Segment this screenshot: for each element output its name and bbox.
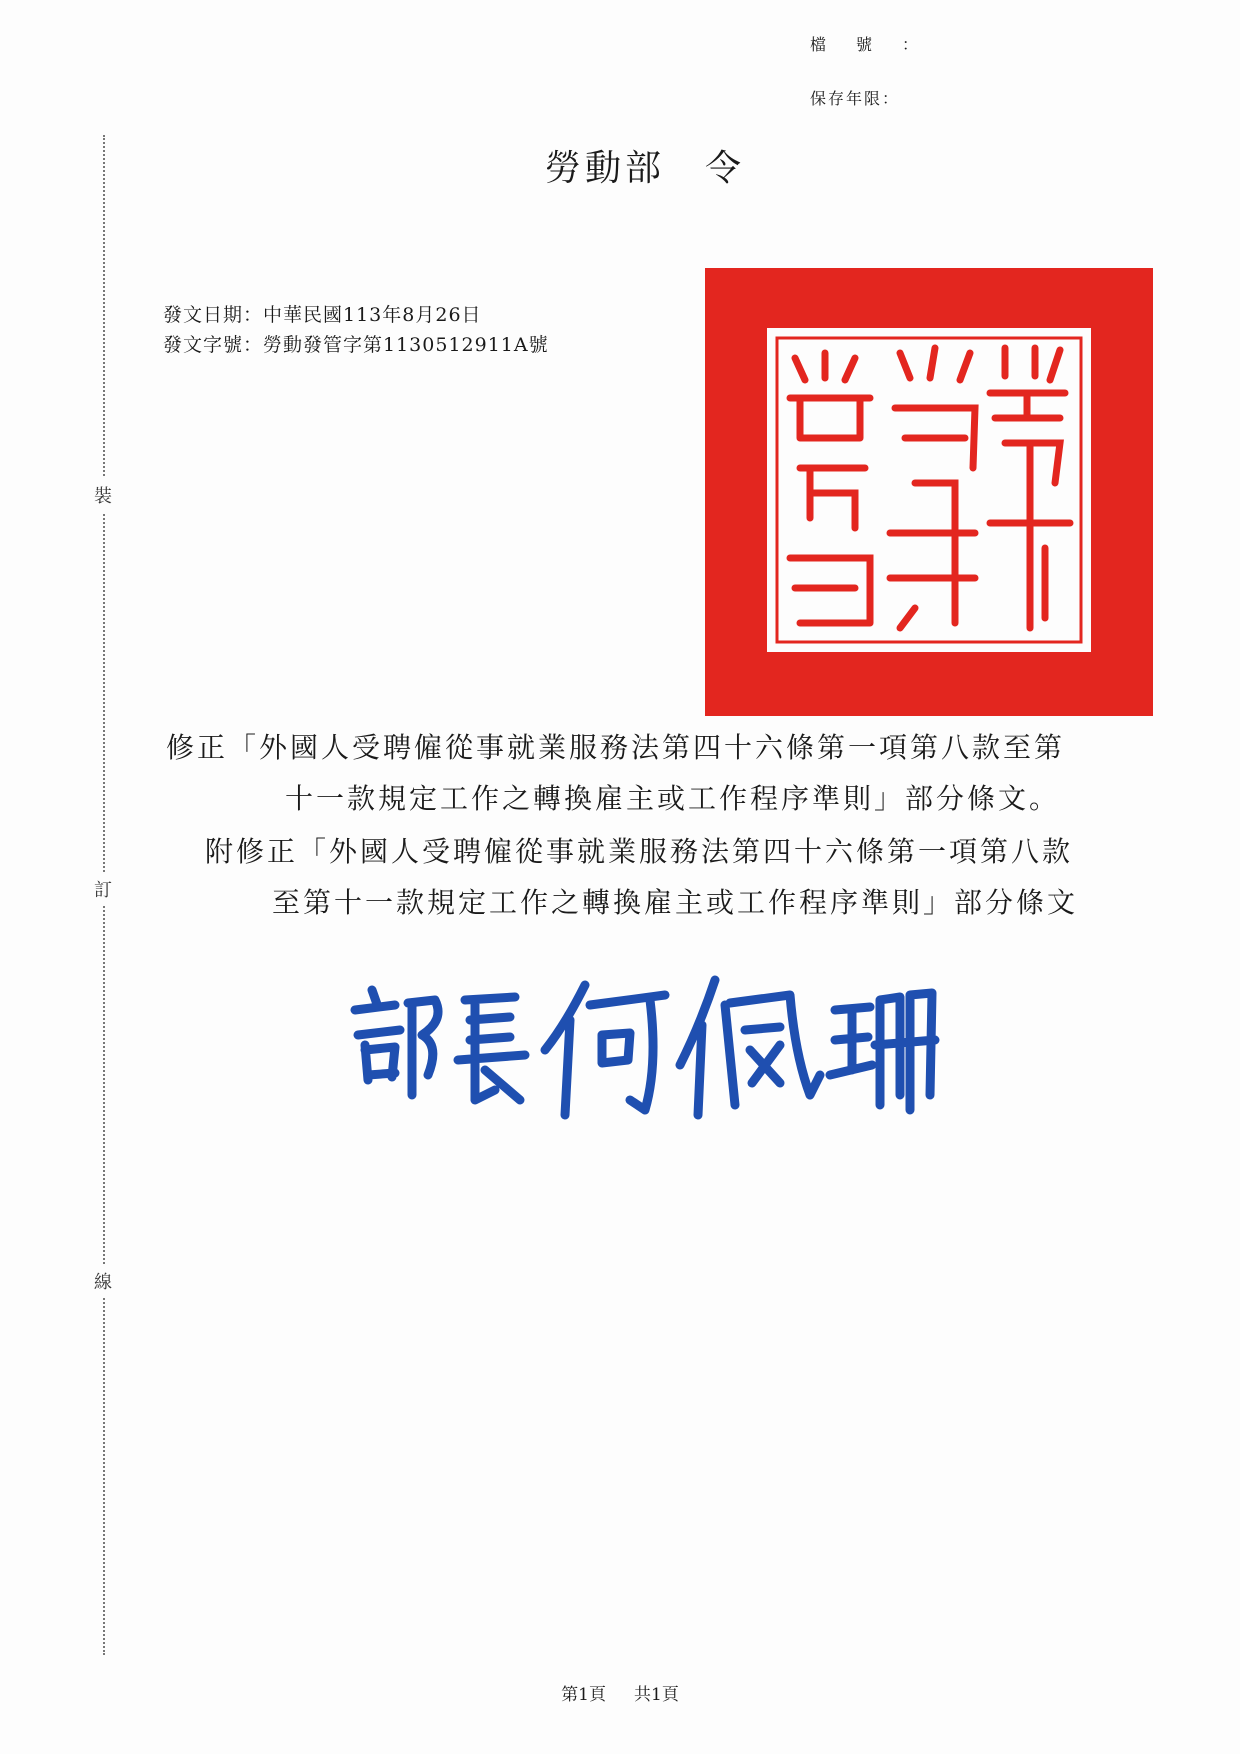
official-seal-stamp	[705, 268, 1153, 716]
body-text-line-2: 十一款規定工作之轉換雇主或工作程序準則」部分條文。	[285, 782, 1061, 815]
body-text-line-3: 附修正「外國人受聘僱從事就業服務法第四十六條第一項第八款	[205, 835, 1074, 868]
issue-date: 發文日期：中華民國113年8月26日	[163, 304, 482, 326]
title-org: 勞動部	[545, 148, 666, 189]
binding-mark-xian: 線	[94, 1264, 112, 1298]
body-text-line-4: 至第十一款規定工作之轉換雇主或工作程序準則」部分條文	[272, 886, 1079, 919]
file-number-field	[810, 32, 948, 55]
page-number: 第1頁	[561, 1685, 606, 1705]
title-type: 令	[705, 148, 746, 189]
minister-signature	[340, 965, 940, 1125]
retention-period-field	[810, 86, 900, 109]
binding-mark-zhuang: 裝	[94, 478, 112, 512]
document-reference-number: 發文字號：勞動發管字第1130512911A號	[163, 334, 549, 356]
retention-period-label: 保存年限：	[810, 89, 901, 108]
binding-mark-ding: 訂	[94, 872, 112, 906]
file-number-label: 檔號：	[810, 35, 949, 54]
document-title	[545, 140, 745, 191]
page-total: 共1頁	[634, 1685, 679, 1705]
page-footer	[0, 1680, 1240, 1705]
body-text-line-1: 修正「外國人受聘僱從事就業服務法第四十六條第一項第八款至第	[166, 731, 1066, 764]
